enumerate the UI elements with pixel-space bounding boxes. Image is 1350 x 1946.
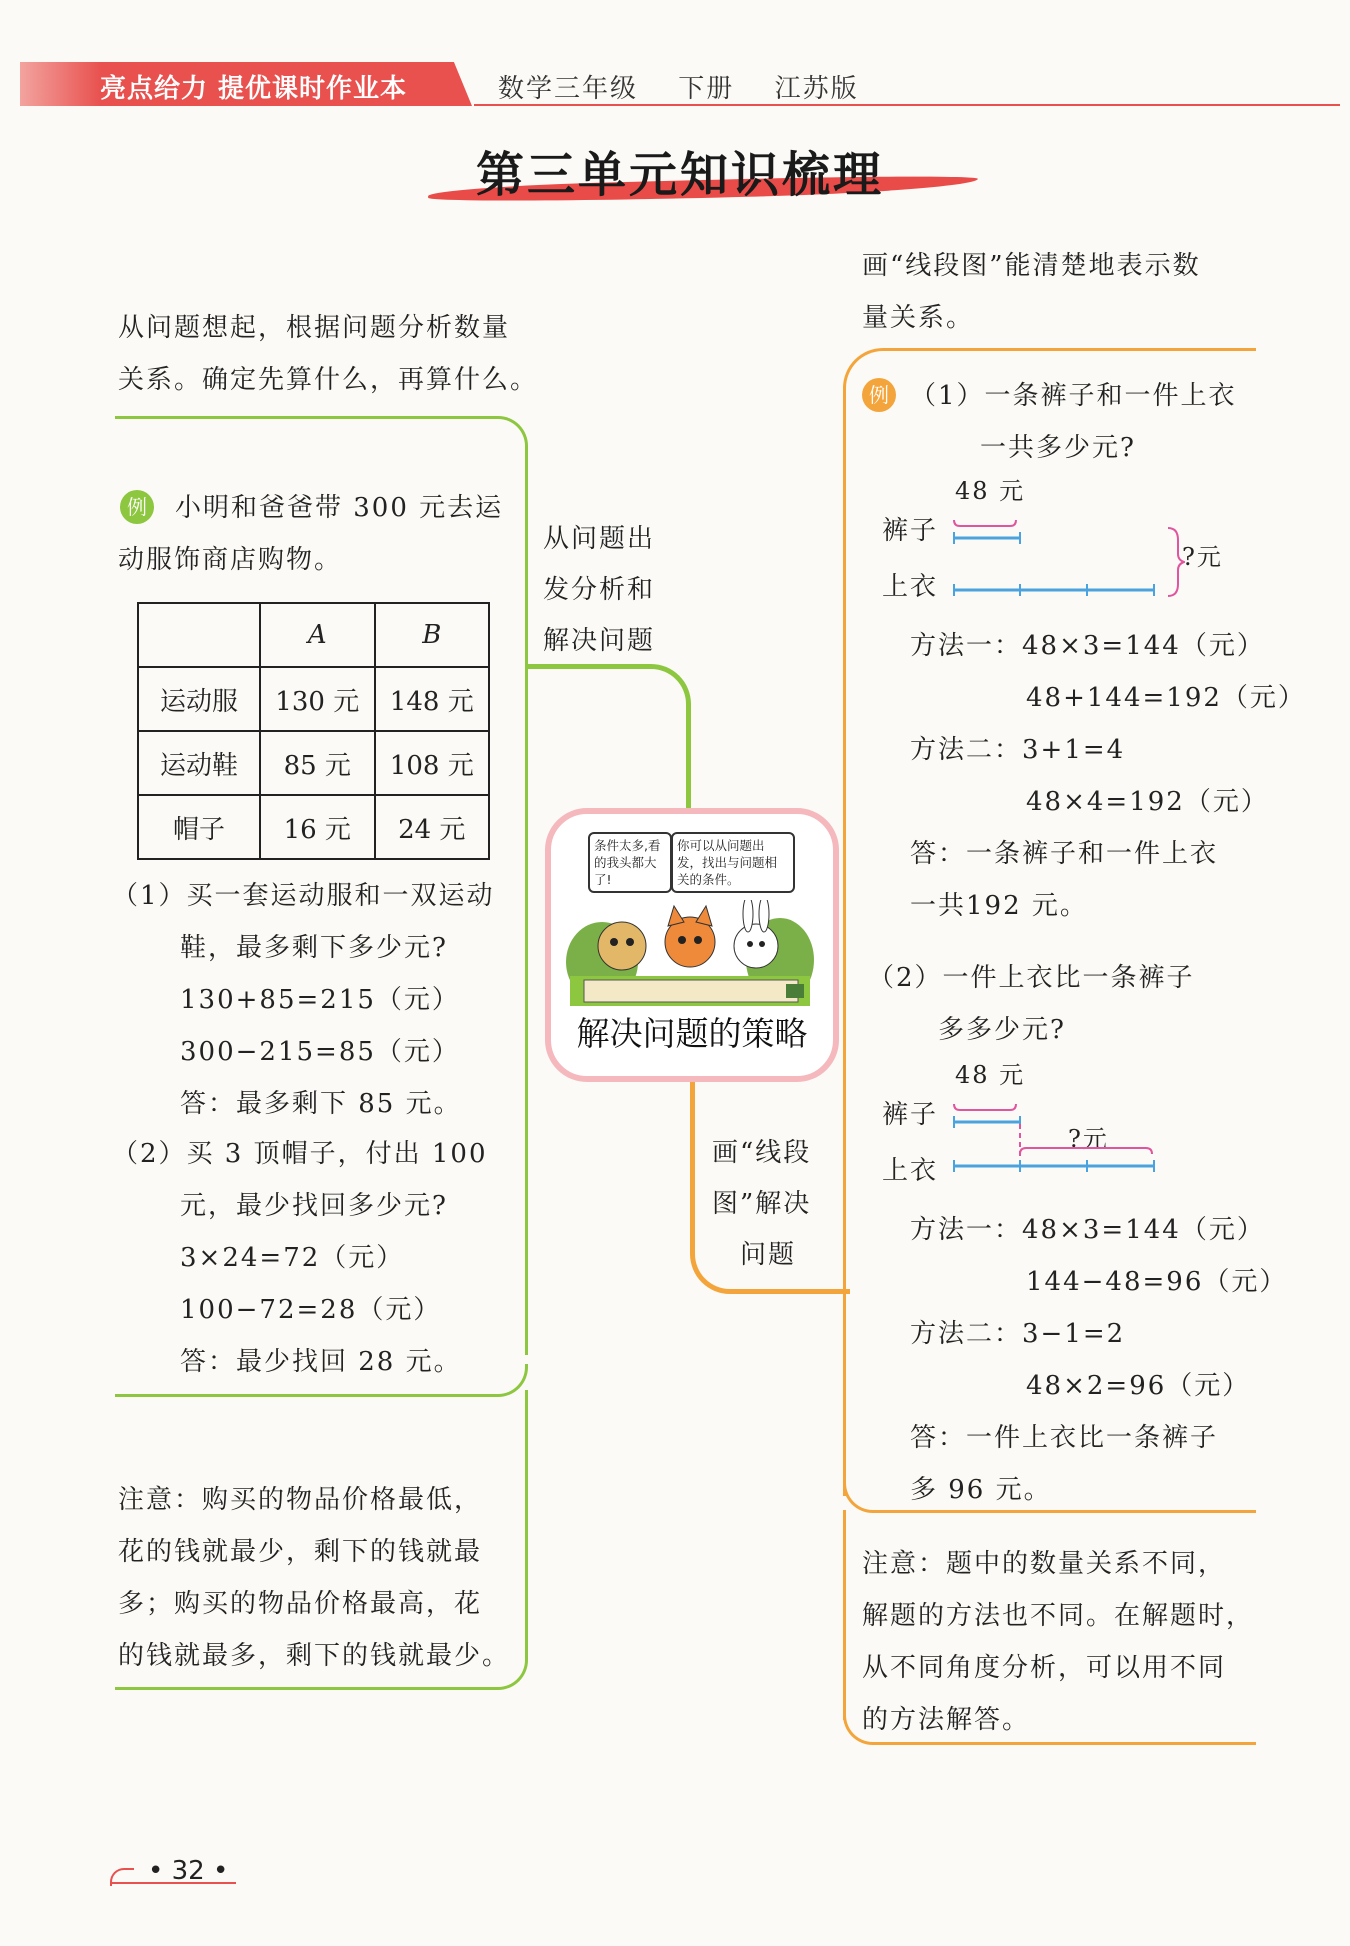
note-line: 的钱就最多，剩下的钱就最少。 [118,1641,511,1671]
table-header-cell [138,603,260,667]
answer-line: 一共192 元。 [910,891,1088,921]
problem-line: 多多少元? [938,1015,1066,1045]
volume-label: 下册 [678,74,735,104]
solution-line: 方法一：48×3=144（元） [910,631,1265,661]
series-name: 亮点给力 提优课时作业本 [100,74,408,104]
diagram1-row1-label: 裤子 [882,516,939,546]
diagram1-row2-label: 上衣 [882,572,939,602]
solution-line: 144−48=96（元） [1026,1267,1288,1297]
answer-line: 答：一件上衣比一条裤子 [910,1423,1219,1453]
table-cell: 108 元 [375,731,490,795]
table-header-cell: A [260,603,375,667]
problem-line: （1）一条裤子和一件上衣 [910,381,1237,411]
book-info [498,68,889,105]
question-line: （2）买 3 顶帽子，付出 100 [112,1139,488,1169]
solution-line: 方法二：3−1=2 [910,1319,1126,1349]
green-branch-line [526,664,691,809]
solution-line: 100−72=28（元） [180,1295,442,1325]
right-branch-label [712,1128,811,1281]
right-intro-line: 量关系。 [862,303,975,333]
subject-label: 数学三年级 [498,74,639,104]
branch-label-line: 图”解决 [712,1189,812,1219]
speech-bubble-left: 条件太多,看的我头都大了! [588,832,672,893]
example-badge-right: 例 [862,378,896,412]
line-diagram-2 [950,1094,1160,1174]
speech-bubble-right: 你可以从问题出发，找出与问题相关的条件。 [671,832,795,893]
table-cell: 16 元 [260,795,375,859]
problem-line: 一共多少元? [980,433,1136,463]
table-row [138,731,489,795]
note-line: 花的钱就最少，剩下的钱就最 [118,1537,483,1567]
question-line: （1）买一套运动服和一双运动 [112,881,495,911]
diagram1-top-label: 48 元 [955,477,1026,505]
solution-line: 300−215=85（元） [180,1037,460,1067]
table-cell: 130 元 [260,667,375,731]
diagram2-question-label: ?元 [1068,1125,1109,1153]
page-title: 第三单元知识梳理 [475,147,884,203]
right-note [862,1538,1254,1746]
table-row [138,667,489,731]
solution-line: 48×4=192（元） [1026,787,1269,817]
green-frame-side-lower [525,1390,528,1660]
problem-line: （2）一件上衣比一条裤子 [868,963,1195,993]
left-branch-label [543,514,655,667]
table-cell: 帽子 [138,795,260,859]
solution-line: 48+144=192（元） [1026,683,1306,713]
problem-1-solution [910,620,1306,932]
table-header-cell: B [375,603,490,667]
problem-2 [868,952,1195,1056]
edition-label: 江苏版 [774,74,859,104]
note-line: 注意：题中的数量关系不同， [862,1549,1227,1579]
question-1 [112,870,495,1130]
solution-line: 3×24=72（元） [180,1243,405,1273]
orange-frame-side [843,386,846,1496]
page-number: • 32 • [148,1856,229,1886]
question-2 [112,1128,488,1388]
branch-label-line: 发分析和 [543,575,656,605]
diagram1-question-label: ?元 [1182,543,1223,571]
diagram2-row2-label: 上衣 [882,1156,939,1186]
branch-label-line: 解决问题 [543,626,656,656]
solution-line: 方法二：3+1=4 [910,735,1126,765]
note-line: 多；购买的物品价格最高，花 [118,1589,483,1619]
table-row [138,795,489,859]
diagram2-top-label: 48 元 [955,1061,1026,1089]
note-line: 注意：购买的物品价格最低， [118,1485,483,1515]
diagram2-row1-label: 裤子 [882,1100,939,1130]
table-cell: 85 元 [260,731,375,795]
table-header-row [138,603,489,667]
question-line: 元，最少找回多少元? [180,1191,448,1221]
table-cell: 24 元 [375,795,490,859]
answer-line: 答：一条裤子和一件上衣 [910,839,1219,869]
left-note [118,1474,510,1682]
green-frame-top [115,416,528,449]
right-intro-line: 画“线段图”能清楚地表示数 [862,251,1201,281]
left-example-line1: 小明和爸爸带 300 元去运 [175,493,504,523]
line-diagram-1 [950,510,1185,600]
branch-label-line: 问题 [740,1240,797,1270]
table-cell: 运动服 [138,667,260,731]
right-intro [862,240,1201,344]
solution-line: 48×2=96（元） [1026,1371,1251,1401]
solution-line: 方法一：48×3=144（元） [910,1215,1265,1245]
orange-frame-side-lower [843,1510,846,1720]
note-line: 从不同角度分析，可以用不同 [862,1653,1227,1683]
answer-line: 多 96 元。 [910,1475,1052,1505]
example-badge: 例 [120,490,154,524]
header-rule [474,104,1340,106]
table-cell: 148 元 [375,667,490,731]
left-intro [118,302,538,406]
question-line: 鞋，最多剩下多少元? [180,933,448,963]
answer-line: 答：最多剩下 85 元。 [180,1089,462,1119]
branch-label-line: 从问题出 [543,524,656,554]
green-frame-side [525,445,528,1355]
table-cell: 运动鞋 [138,731,260,795]
price-table [137,602,490,860]
answer-line: 答：最少找回 28 元。 [180,1347,462,1377]
problem-1 [910,370,1237,474]
cartoon-animals-illustration [560,900,822,1008]
note-line: 解题的方法也不同。在解题时， [862,1601,1255,1631]
solution-line: 130+85=215（元） [180,985,460,1015]
problem-2-solution [910,1204,1287,1516]
left-intro-line: 从问题想起，根据问题分析数量 [118,313,511,343]
branch-label-line: 画“线段 [712,1138,812,1168]
center-title: 解决问题的策略 [576,1014,808,1053]
left-example-line2: 动服饰商店购物。 [118,545,343,575]
left-intro-line: 关系。确定先算什么，再算什么。 [118,365,539,395]
note-line: 的方法解答。 [862,1705,1031,1735]
